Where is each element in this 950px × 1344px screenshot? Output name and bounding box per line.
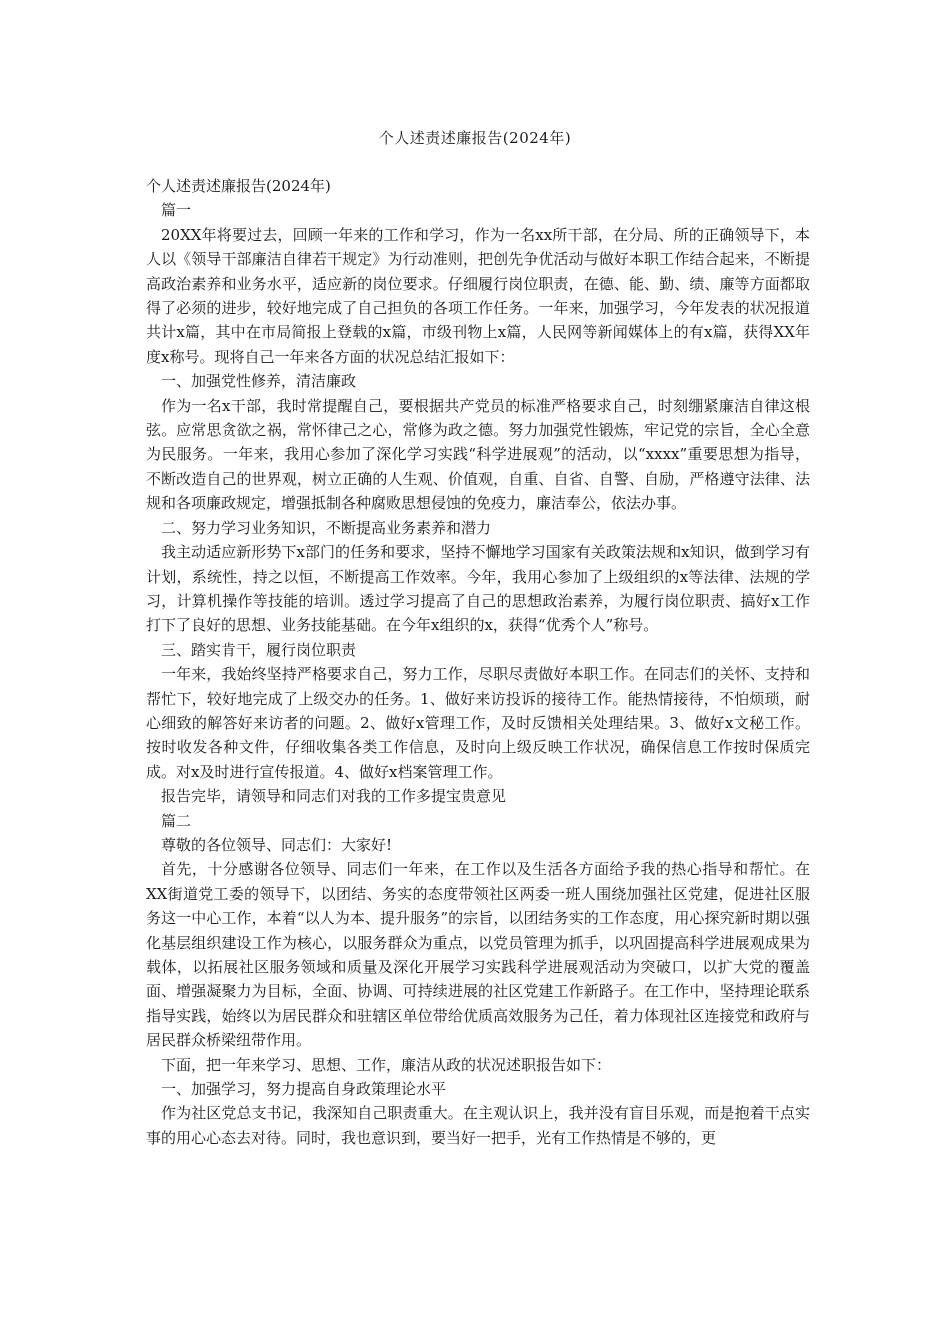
paragraph: 一、加强党性修养，清洁廉政 <box>161 372 357 391</box>
paragraph: 作为一名x干部，我时常提醒自己，要根据共产党员的标准严格要求自己，时刻绷紧廉洁自律这根弦。应常思贪欲之祸，常怀律己之心，常修为政之德。努力加强党性锻炼，牢记党的宗旨，全心全意为民服务。一年来，我用心参加了深化学习实践“科学进展观”的活动，以“xxxx”重要思想为指导，不断改造自己的世界观，树立正确的人生观、价值观，自重、自省、自警、自励，严格遵守法律、法规和各项廉政规定，增强抵制各种腐败思想侵蚀的免疫力，廉洁奉公，依法办事。 <box>146 396 810 513</box>
paragraph: 一、加强学习，努力提高自身政策理论水平 <box>161 1080 447 1099</box>
paragraph: 报告完毕，请领导和同志们对我的工作多提宝贵意见 <box>161 787 507 806</box>
paragraph: 个人述责述廉报告(2024年) <box>146 177 331 195</box>
document-title: 个人述责述廉报告(2024年) <box>378 129 572 147</box>
paragraph: 二、努力学习业务知识，不断提高业务素养和潜力 <box>161 518 492 537</box>
paragraph: 我主动适应新形势下x部门的任务和要求，坚持不懈地学习国家有关政策法规和x知识，做到学习有计划，系统性，持之以恒，不断提高工作效率。今年，我用心参加了上级组织的x等法律、法规的学习，计算机操作等技能的培训。透过学习提高了自己的思想政治素养，为履行岗位职责、搞好x工作打下了良好的思想、业务技能基础。在今年x组织的x，获得“优秀个人”称号。 <box>146 543 810 635</box>
paragraph: 首先，十分感谢各位领导、同志们一年来，在工作以及生活各方面给予我的热心指导和帮忙。在XX街道党工委的领导下，以团结、务实的态度带领社区两委一班人围绕加强社区党建，促进社区服务这一中心工作，本着“以人为本、提升服务”的宗旨，以团结务实的工作态度，用心探究新时期以强化基层组织建设工作为核心，以服务群众为重点，以党员管理为抓手，以巩固提高科学进展观成果为载体，以拓展社区服务领域和质量及深化开展学习实践科学进展观活动为突破口，以扩大党的覆盖面、增强凝聚力为目标，全面、协调、可持续进展的社区党建工作新路子。在工作中，坚持理论联系指导实践，始终以为居民群众和驻辖区单位带给优质高效服务为己任，着力体现社区连接党和政府与居民群众桥梁纽带作用。 <box>146 860 810 1050</box>
paragraph: 下面，把一年来学习、思想、工作，廉洁从政的状况述职报告如下： <box>161 1055 612 1074</box>
paragraph: 篇二 <box>161 811 192 830</box>
paragraph: 一年来，我始终坚持严格要求自己，努力工作，尽职尽责做好本职工作。在同志们的关怀、支持和帮忙下，较好地完成了上级交办的任务。1、做好来访投诉的接待工作。能热情接待，不怕烦琐，耐心细致的解答好来访者的问题。2、做好x管理工作，及时反馈相关处理结果。3、做好x文秘工作。按时收发各种文件，仔细收集各类工作信息，及时向上级反映工作状况，确保信息工作按时保质完成。对x及时进行宣传报道。4、做好x档案管理工作。 <box>146 665 810 781</box>
paragraph: 20XX年将要过去，回顾一年来的工作和学习，作为一名xx所干部，在分局、所的正确领导下，本人以《领导干部廉洁自律若干规定》为行动准则，把创先争优活动与做好本职工作结合起来，不断提高政治素养和业务水平，适应新的岗位要求。仔细履行岗位职责，在德、能、勤、绩、廉等方面都取得了必须的进步，较好地完成了自己担负的各项工作任务。一年来，加强学习，今年发表的状况报道共计x篇，其中在市局简报上登载的x篇，市级刊物上x篇，人民网等新闻媒体上的有x篇，获得XX年度x称号。现将自己一年来各方面的状况总结汇报如下： <box>146 225 810 366</box>
paragraph: 三、踏实肯干，履行岗位职责 <box>161 640 357 659</box>
paragraph: 尊敬的各位领导、同志们：大家好! <box>161 835 393 854</box>
paragraph: 作为社区党总支书记，我深知自己职责重大。在主观认识上，我并没有盲目乐观，而是抱着干点实事的用心心态去对待。同时，我也意识到，要当好一把手，光有工作热情是不够的，更 <box>146 1104 810 1147</box>
paragraph: 篇一 <box>161 201 192 220</box>
document-body <box>146 174 810 1150</box>
